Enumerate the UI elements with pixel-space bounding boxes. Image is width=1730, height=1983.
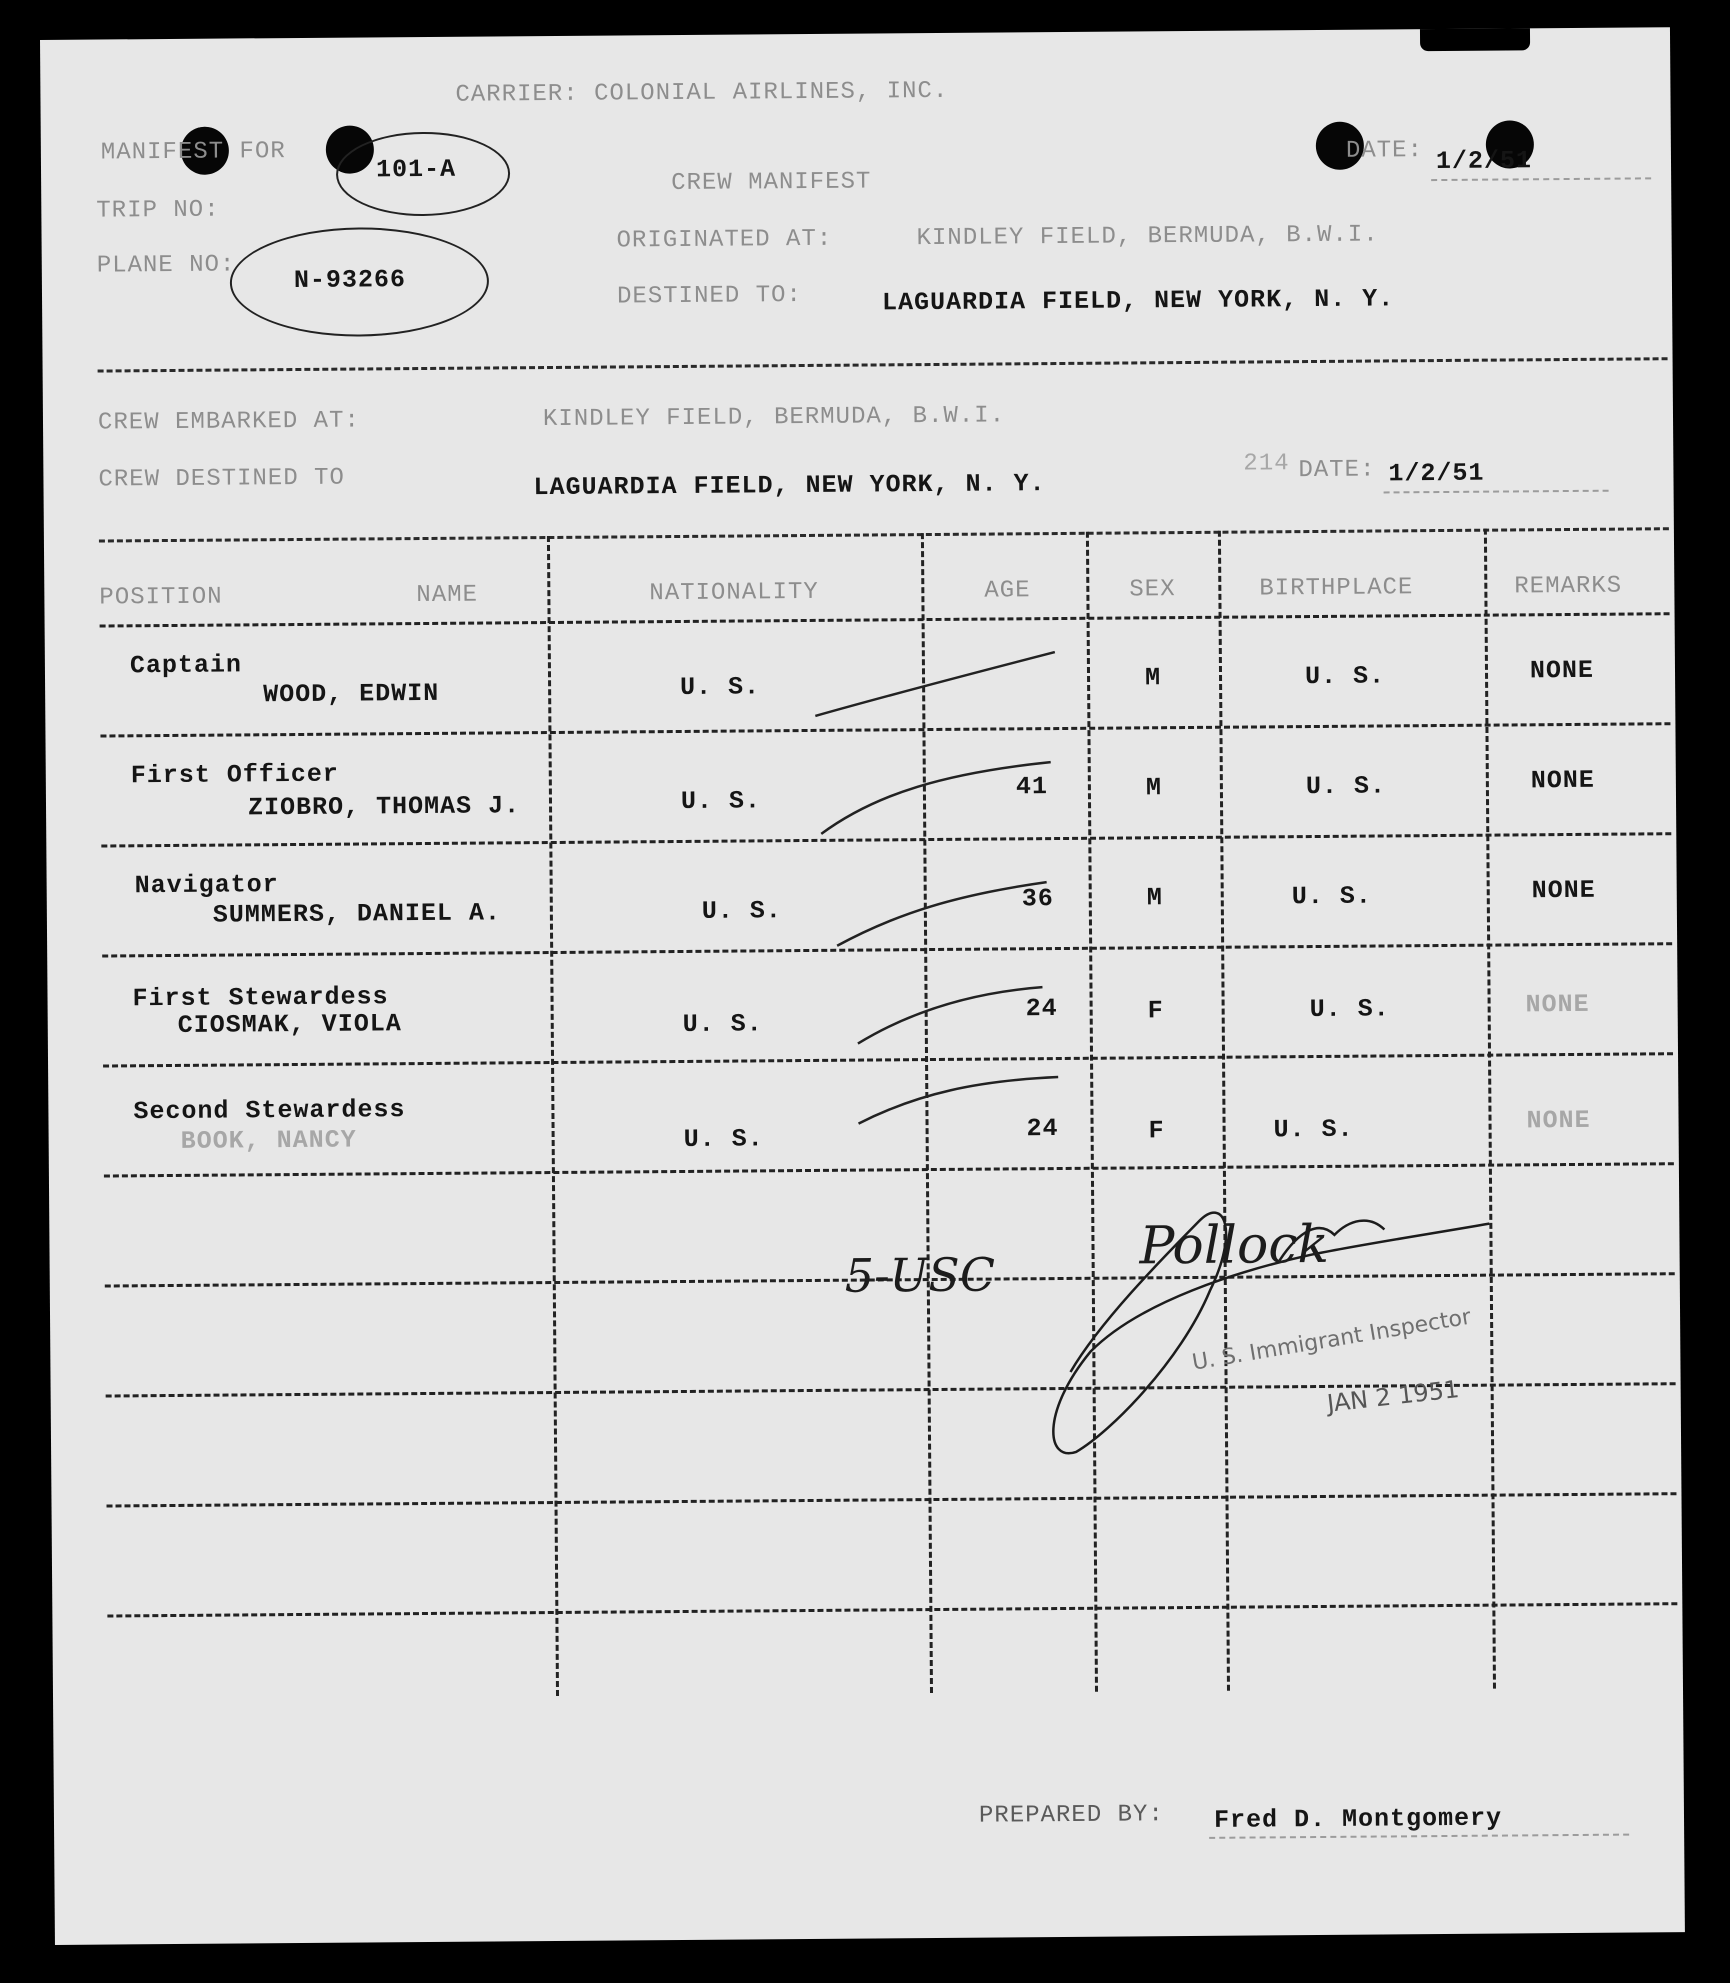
crew-birthplace: U. S. [1309,994,1390,1025]
prepared-by-label: PREPARED BY: [978,1801,1164,1830]
crew-nationality: U. S. [679,672,761,702]
inspector-stamp-date: JAN 2 1951 [1325,1375,1461,1418]
handwriting-strokes [40,27,1685,1945]
crew-remarks: NONE [1526,1105,1591,1136]
age-slash [857,987,1042,1043]
col-header-position: POSITION [99,583,223,612]
plane-no-label: PLANE NO: [96,251,236,280]
crew-name: CIOSMAK, VIOLA [177,1009,402,1040]
manifest-for-value: 101-A [375,154,457,185]
crew-sex: F [1147,996,1164,1026]
age-slash [858,1077,1058,1124]
crew-remarks: NONE [1531,875,1596,906]
crew-position: Navigator [134,870,279,901]
age-slash [837,882,1047,946]
age-slash [821,762,1052,834]
crew-destined-label: CREW DESTINED TO [98,464,345,494]
crew-age: 41 [1015,772,1049,802]
crew-age: 24 [1025,994,1058,1024]
crew-destined-value: LAGUARDIA FIELD, NEW YORK, N. Y. [533,469,1046,503]
col-header-name: NAME [416,581,479,610]
inspector-stamp: U. S. Immigrant Inspector [1190,1304,1473,1376]
destined-value: LAGUARDIA FIELD, NEW YORK, N. Y. [881,284,1395,318]
originated-value: KINDLEY FIELD, BERMUDA, B.W.I. [916,221,1379,253]
crew-sex: M [1145,773,1163,803]
col-header-birthplace: BIRTHPLACE [1259,574,1414,603]
crew-nationality: U. S. [682,1009,763,1039]
carrier-line: CARRIER: COLONIAL AIRLINES, INC. [455,77,949,109]
signature: Pollock [1139,1214,1330,1277]
plane-no-value: N-93266 [293,265,407,296]
crew-nationality: U. S. [680,786,762,816]
crew-remarks: NONE [1530,765,1595,796]
date-value: 1/2/51 [1435,146,1533,177]
crew-sex: M [1146,883,1163,913]
manifest-for-label: MANIFEST FOR [100,138,286,167]
crew-sex: F [1148,1116,1165,1146]
crew-name: BOOK, NANCY [180,1125,357,1156]
crew-sex: M [1144,663,1162,693]
crew-birthplace: U. S. [1273,1114,1354,1145]
manifest-title: CREW MANIFEST [671,168,872,198]
crew-remarks: NONE [1529,655,1595,686]
crew-date-value: 1/2/51 [1388,458,1485,489]
trip-no-label: TRIP NO: [96,196,220,225]
crew-position: Captain [129,650,243,681]
crew-age: 36 [1021,884,1054,914]
crew-nationality: U. S. [701,896,782,926]
col-header-nationality: NATIONALITY [649,578,819,608]
crew-nationality: U. S. [683,1124,764,1154]
crew-embarked-value: KINDLEY FIELD, BERMUDA, B.W.I. [542,402,1006,434]
handwritten-count: 5-USC [844,1247,996,1303]
crew-position: First Stewardess [132,982,389,1014]
crew-remarks: NONE [1525,989,1590,1020]
col-header-remarks: REMARKS [1514,572,1623,601]
crew-age: 24 [1026,1114,1059,1144]
crew-name: ZIOBRO, THOMAS J. [247,791,521,823]
crew-position: Second Stewardess [133,1095,406,1127]
manifest-document [40,27,1685,1945]
crew-position: First Officer [130,759,339,791]
prepared-by-value: Fred D. Montgomery [1213,1803,1503,1835]
crew-birthplace: U. S. [1291,881,1372,912]
destined-label: DESTINED TO: [616,282,802,311]
crew-name: WOOD, EDWIN [263,678,440,710]
col-header-age: AGE [984,577,1031,605]
crew-name: SUMMERS, DANIEL A. [212,898,502,930]
originated-label: ORIGINATED AT: [616,225,833,255]
date-label: DATE: [1345,137,1424,165]
crew-birthplace: U. S. [1305,771,1387,802]
col-header-sex: SEX [1129,576,1176,604]
crew-birthplace: U. S. [1304,661,1386,692]
crew-embarked-label: CREW EMBARKED AT: [97,407,360,437]
crew-date-label: DATE: [1298,456,1376,485]
crew-code: 214 [1243,450,1290,478]
age-slash [815,652,1055,716]
